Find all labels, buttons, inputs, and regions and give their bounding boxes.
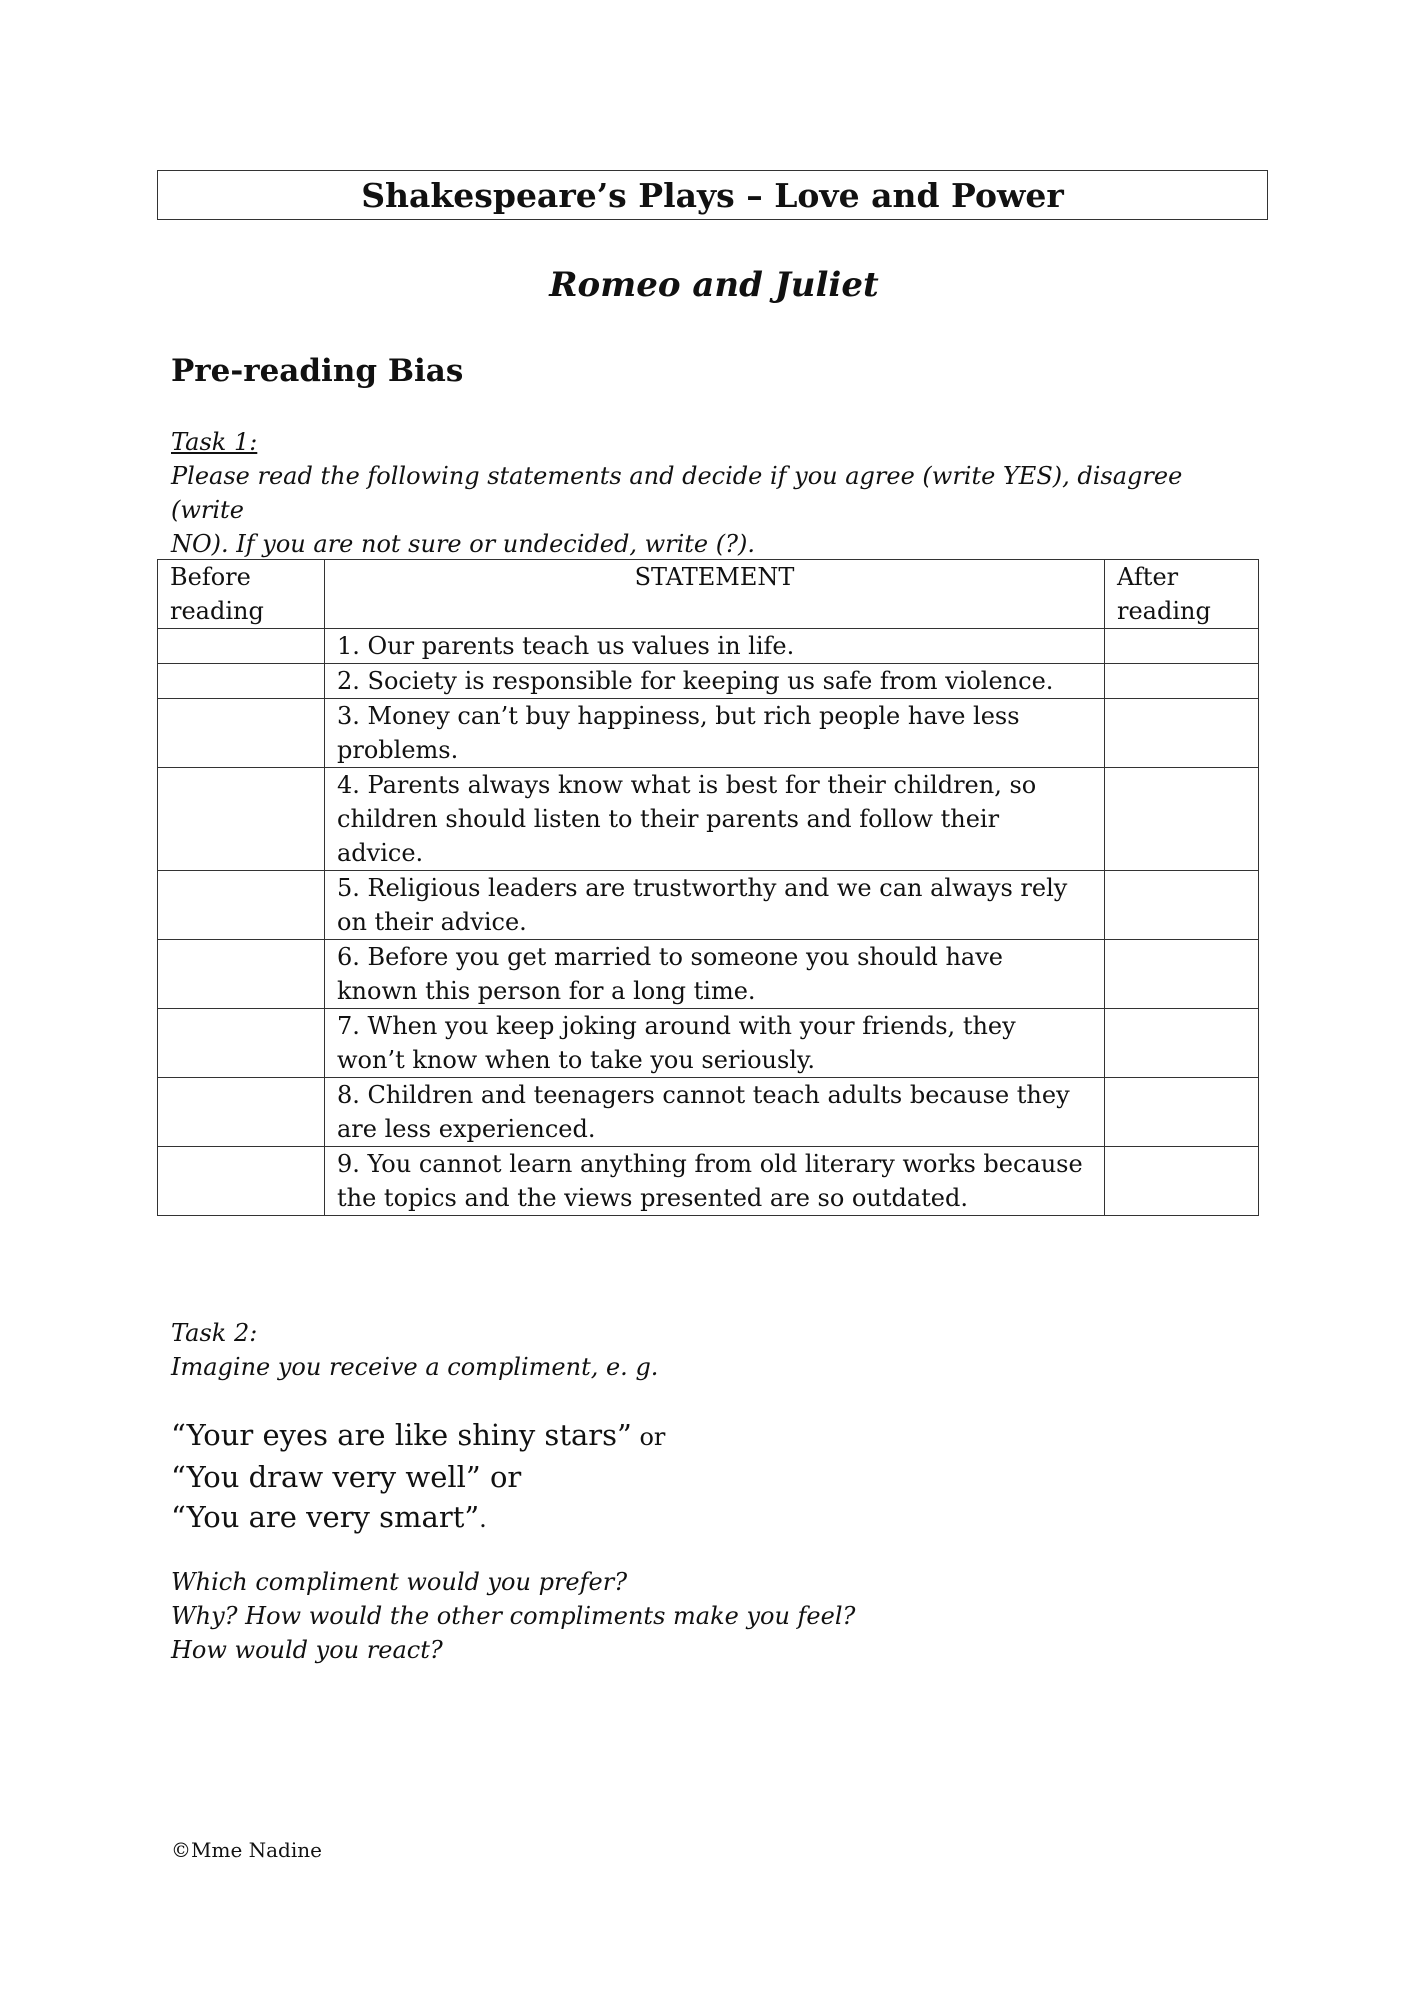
after-reading-cell[interactable] [1105,940,1259,1009]
page-title [157,170,1268,220]
statement-line: the topics and the views presented are so outdated. [337,1184,968,1212]
table-row [158,940,1259,1009]
statement-line: 8. Children and teenagers cannot teach adults because they [337,1081,1070,1109]
statement-cell [325,664,1105,699]
task1-instructions-line1: Please read the following statements and decide if you agree (write YES), disagree (write [171,462,1183,524]
page-title-text: Shakespeare’s Plays – Love and Power [361,175,1064,215]
after-reading-cell[interactable] [1105,1078,1259,1147]
table-row [158,1078,1259,1147]
before-reading-cell[interactable] [158,629,325,664]
compliment-3-tail: . [479,1505,487,1533]
statement-line: 9. You cannot learn anything from old literary works because [337,1150,1083,1178]
table-header-row [158,560,1259,629]
statement-line: known this person for a long time. [337,977,756,1005]
table-row [158,629,1259,664]
before-reading-cell[interactable] [158,1147,325,1216]
copyright: ©Mme Nadine [171,1838,322,1862]
compliment-3 [171,1497,665,1539]
after-reading-cell[interactable] [1105,699,1259,768]
after-reading-cell[interactable] [1105,629,1259,664]
after-reading-cell[interactable] [1105,768,1259,871]
subtitle: Romeo and Juliet [549,265,879,305]
table-row [158,699,1259,768]
header-before-line2: reading [170,597,264,625]
header-statement [325,560,1105,629]
bias-table [157,559,1259,1216]
after-reading-cell[interactable] [1105,871,1259,940]
statement-cell [325,940,1105,1009]
header-after-line2: reading [1117,597,1211,625]
statement-line: 3. Money can’t buy happiness, but rich people have less [337,702,1020,730]
before-reading-cell[interactable] [158,768,325,871]
header-after-line1: After [1117,563,1179,591]
table-row [158,871,1259,940]
compliment-1 [171,1415,665,1457]
statement-line: 1. Our parents teach us values in life. [337,632,795,660]
after-reading-cell[interactable] [1105,664,1259,699]
header-before-reading [158,560,325,629]
task1-instructions [171,459,1251,561]
statement-line: advice. [337,839,424,867]
statement-cell [325,629,1105,664]
statement-line: children should listen to their parents and follow their [337,805,1000,833]
statement-line: are less experienced. [337,1115,596,1143]
before-reading-cell[interactable] [158,940,325,1009]
question-1: Which compliment would you prefer? [171,1568,628,1596]
header-after-reading [1105,560,1259,629]
compliment-1-tail: or [631,1423,666,1451]
task1-instructions-line2: NO). If you are not sure or undecided, write (?). [171,530,755,558]
statement-line: 6. Before you get married to someone you should have [337,943,1003,971]
statement-cell [325,1147,1105,1216]
after-reading-cell[interactable] [1105,1009,1259,1078]
before-reading-cell[interactable] [158,699,325,768]
question-3: How would you react? [171,1636,443,1664]
table-row [158,768,1259,871]
statement-line: 5. Religious leaders are trustworthy and we can always rely [337,874,1068,902]
table-row [158,1147,1259,1216]
before-reading-cell[interactable] [158,871,325,940]
statement-line: 7. When you keep joking around with your friends, they [337,1012,1016,1040]
after-reading-cell[interactable] [1105,1147,1259,1216]
statement-line: on their advice. [337,908,527,936]
before-reading-cell[interactable] [158,1009,325,1078]
statement-cell [325,1078,1105,1147]
compliment-1-text: “Your eyes are like shiny stars” [171,1418,632,1452]
statement-line: won’t know when to take you seriously. [337,1046,815,1074]
question-2: Why? How would the other compliments make you feel? [171,1602,856,1630]
before-reading-cell[interactable] [158,1078,325,1147]
statement-cell [325,768,1105,871]
compliment-3-text: “You are very smart” [171,1500,480,1534]
task2-intro: Imagine you receive a compliment, e. g. [171,1353,659,1381]
statement-cell [325,1009,1105,1078]
table-row [158,664,1259,699]
compliment-2: “You draw very well” or [171,1460,522,1494]
statement-cell [325,699,1105,768]
statement-cell [325,871,1105,940]
before-reading-cell[interactable] [158,664,325,699]
compliments-list [171,1415,665,1539]
task1-label-text: Task 1: [171,428,258,456]
statement-line: problems. [337,736,459,764]
header-statement-text: STATEMENT [634,563,795,591]
statement-line: 4. Parents always know what is best for their children, so [337,771,1037,799]
statement-line: 2. Society is responsible for keeping us safe from violence. [337,667,1054,695]
table-row [158,1009,1259,1078]
section-heading: Pre-reading Bias [171,353,464,389]
task2-questions [171,1565,855,1667]
task1-label [171,425,257,459]
task2-label: Task 2: [171,1319,258,1347]
task2-block [171,1316,658,1384]
header-before-line1: Before [170,563,251,591]
